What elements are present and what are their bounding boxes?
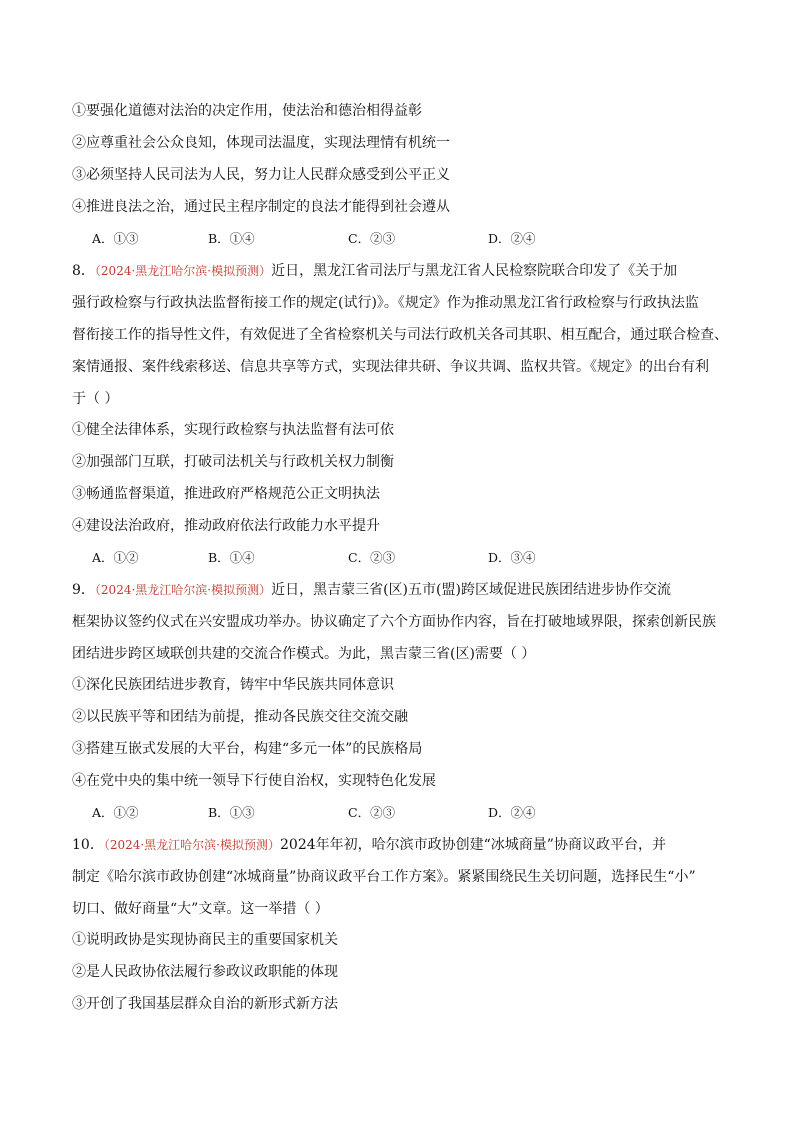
q8-stem-text: 近日，黑龙江省司法厅与黑龙江省人民检察院联合印发了《关于加 bbox=[271, 263, 678, 279]
q10-stem-line-2: 制定《哈尔滨市政协创建“冰城商量”协商议政平台工作方案》。紧紧围绕民生关切问题，选择民生“小” bbox=[72, 869, 696, 885]
q9-statement-3: ③搭建互嵌式发展的大平台，构建“多元一体”的民族格局 bbox=[72, 741, 423, 757]
q7-statement-1: ①要强化道德对法治的决定作用，使法治和德治相得益彰 bbox=[72, 103, 422, 119]
q8-option-c[interactable]: C．②③ bbox=[348, 550, 396, 565]
q10-number: 10． bbox=[72, 837, 104, 853]
q8-number: 8． bbox=[72, 263, 95, 279]
q8-statement-4: ④建设法治政府，推动政府依法行政能力水平提升 bbox=[72, 518, 380, 534]
q9-option-c[interactable]: C．②③ bbox=[348, 805, 396, 820]
q9-statement-2: ②以民族平等和团结为前提，推动各民族交往交流交融 bbox=[72, 709, 408, 725]
q7-option-b[interactable]: B．①④ bbox=[208, 231, 255, 246]
q9-source-tag: （2024·黑龙江哈尔滨·模拟预测） bbox=[94, 583, 272, 597]
q10-statement-3: ③开创了我国基层群众自治的新形式新方法 bbox=[72, 996, 338, 1012]
q8-option-d[interactable]: D．③④ bbox=[488, 550, 536, 565]
q8-stem-line-2: 强行政检察与行政执法监督衔接工作的规定(试行)》。《规定》作为推动黑龙江省行政检察与行政执法监 bbox=[72, 295, 699, 311]
q8-source-tag: （2024·黑龙江哈尔滨·模拟预测） bbox=[94, 264, 272, 278]
q8-stem-line-3: 督衔接工作的指导性文件，有效促进了全省检察机关与司法行政机关各司其职、相互配合，通过联合检查、 bbox=[72, 327, 729, 343]
q7-option-d[interactable]: D．②④ bbox=[488, 231, 536, 246]
q9-number: 9． bbox=[72, 582, 95, 598]
q9-stem-line-1 bbox=[72, 581, 671, 599]
q8-statement-3: ③畅通监督渠道，推进政府严格规范公正文明执法 bbox=[72, 486, 380, 502]
q8-option-b[interactable]: B．①④ bbox=[208, 550, 255, 565]
q10-source-tag: （2024·黑龙江哈尔滨·模拟预测） bbox=[103, 838, 280, 852]
q9-option-d[interactable]: D．②④ bbox=[488, 805, 536, 820]
q9-stem-text: 近日，黑吉蒙三省(区)五市(盟)跨区域促进民族团结进步协作交流 bbox=[271, 582, 671, 598]
q7-statement-2: ②应尊重社会公众良知，体现司法温度，实现法理情有机统一 bbox=[72, 135, 450, 151]
q9-option-a[interactable]: A．①② bbox=[92, 805, 139, 820]
q8-statement-2: ②加强部门互联，打破司法机关与行政机关权力制衡 bbox=[72, 454, 394, 470]
q7-option-a[interactable]: A．①③ bbox=[92, 231, 139, 246]
q10-stem-line-3: 切口、做好商量“大”文章。这一举措（ ） bbox=[72, 901, 329, 917]
q10-stem-line-1 bbox=[72, 836, 666, 854]
q9-statement-4: ④在党中央的集中统一领导下行使自治权，实现特色化发展 bbox=[72, 773, 436, 789]
q9-statement-1: ①深化民族团结进步教育，铸牢中华民族共同体意识 bbox=[72, 677, 394, 693]
q7-option-c[interactable]: C．②③ bbox=[348, 231, 396, 246]
q8-statement-1: ①健全法律体系，实现行政检察与执法监督有法可依 bbox=[72, 422, 394, 438]
q10-stem-text: 2024年年初，哈尔滨市政协创建“冰城商量”协商议政平台，并 bbox=[280, 837, 666, 853]
q7-statement-4: ④推进良法之治，通过民主程序制定的良法才能得到社会遵从 bbox=[72, 199, 450, 215]
q8-stem-line-5: 于（ ） bbox=[72, 391, 119, 407]
q8-stem-line-4: 案情通报、案件线索移送、信息共享等方式，实现法律共研、争议共调、监权共管。《规定》的出台有利 bbox=[72, 359, 709, 375]
q7-statement-3: ③必须坚持人民司法为人民，努力让人民群众感受到公平正义 bbox=[72, 167, 450, 183]
q10-statement-1: ①说明政协是实现协商民主的重要国家机关 bbox=[72, 932, 338, 948]
q8-stem-line-1 bbox=[72, 262, 677, 280]
q9-option-b[interactable]: B．①③ bbox=[208, 805, 255, 820]
q8-option-a[interactable]: A．①② bbox=[92, 550, 139, 565]
q9-stem-line-2: 框架协议签约仪式在兴安盟成功举办。协议确定了六个方面协作内容，旨在打破地域界限，探索创新民族 bbox=[72, 614, 716, 630]
q10-statement-2: ②是人民政协依法履行参政议政职能的体现 bbox=[72, 964, 338, 980]
q9-stem-line-3: 团结进步跨区域联创共建的交流合作模式。为此，黑吉蒙三省(区)需要（ ） bbox=[72, 646, 536, 662]
